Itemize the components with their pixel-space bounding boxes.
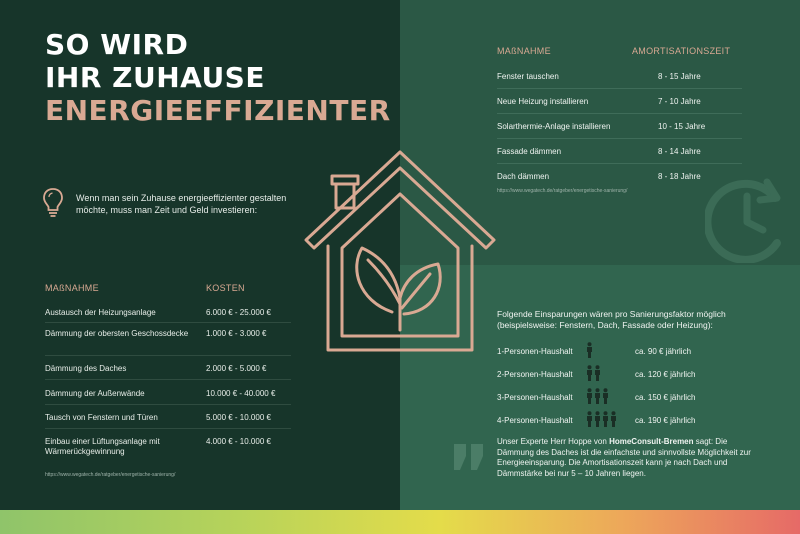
list-item	[497, 364, 757, 387]
cost-value: 4.000 € - 10.000 €	[206, 437, 271, 446]
cost-name: Dämmung der Außenwände	[45, 389, 145, 398]
table-row	[45, 405, 291, 429]
amortization-name: Solarthermie-Anlage installieren	[497, 122, 611, 131]
expert-quote	[497, 437, 759, 479]
person-icons	[586, 365, 602, 381]
household-label: 4-Personen-Haushalt	[497, 416, 573, 425]
costs-header-measure: MAßNAHME	[45, 283, 99, 293]
cost-name: Dämmung des Daches	[45, 364, 127, 373]
amortization-name: Neue Heizung installieren	[497, 97, 589, 106]
cost-name: Tausch von Fenstern und Türen	[45, 413, 158, 422]
person-icon	[611, 411, 616, 427]
person-icon	[587, 411, 592, 427]
list-item	[497, 387, 757, 410]
table-row	[45, 380, 291, 405]
lightbulb-icon	[42, 187, 64, 219]
person-icon	[603, 388, 608, 404]
amortization-name: Fenster tauschen	[497, 72, 559, 81]
house-leaf-icon	[300, 148, 500, 358]
cost-name: Dämmung der obersten Geschossdecke	[45, 329, 189, 338]
table-row	[45, 302, 291, 323]
cost-value: 5.000 € - 10.000 €	[206, 413, 271, 422]
household-label: 1-Personen-Haushalt	[497, 347, 573, 356]
expert-quote-post: sagt: Die Dämmung des Daches ist die einfachste und sinnvollste Möglichkeit zur Energieeinsparung. Die Amortisationszeit kann je nach Dach und Dämmstärke bei nur 5 – 10 Jahren liegen.	[497, 437, 751, 478]
person-icon	[595, 411, 600, 427]
person-icons	[586, 342, 594, 358]
person-icon	[587, 388, 592, 404]
clock-icon	[705, 168, 785, 263]
costs-table	[45, 302, 291, 461]
amortization-time: 8 - 14 Jahre	[658, 147, 701, 156]
amortization-time: 8 - 15 Jahre	[658, 72, 701, 81]
costs-source: https://www.wegatech.de/ratgeber/energetische-sanierung/	[45, 472, 176, 478]
savings-value: ca. 190 € jährlich	[635, 416, 696, 425]
table-row	[45, 429, 291, 461]
page-title	[45, 28, 391, 127]
cost-value: 6.000 € - 25.000 €	[206, 308, 271, 317]
amortization-time: 7 - 10 Jahre	[658, 97, 701, 106]
savings-value: ca. 150 € jährlich	[635, 393, 696, 402]
cost-name: Austausch der Heizungsanlage	[45, 308, 156, 317]
table-row	[497, 139, 742, 164]
household-label: 3-Personen-Haushalt	[497, 393, 573, 402]
table-row	[45, 323, 291, 356]
intro-text: Wenn man sein Zuhause energieeffizienter gestalten möchte, muss man Zeit und Geld investieren:	[76, 193, 287, 215]
person-icon	[595, 365, 600, 381]
amortization-header-time: AMORTISATIONSZEIT	[632, 46, 731, 56]
table-row	[497, 114, 742, 139]
list-item	[497, 341, 757, 364]
amortization-time: 10 - 15 Jahre	[658, 122, 706, 131]
energy-gradient-bar	[0, 510, 800, 534]
cost-value: 10.000 € - 40.000 €	[206, 389, 276, 398]
title-line-1: SO WIRD	[45, 28, 189, 61]
person-icon	[587, 365, 592, 381]
household-label: 2-Personen-Haushalt	[497, 370, 573, 379]
person-icons	[586, 411, 618, 427]
amortization-time: 8 - 18 Jahre	[658, 172, 701, 181]
cost-value: 2.000 € - 5.000 €	[206, 364, 267, 373]
expert-quote-pre: Unser Experte Herr Hoppe von	[497, 437, 610, 446]
savings-intro: Folgende Einsparungen wären pro Sanierungsfaktor möglich (beispielsweise: Fenstern, Dach, Fassade oder Heizung):	[497, 309, 726, 330]
amortization-header-measure: MAßNAHME	[497, 46, 551, 56]
table-row	[497, 64, 742, 89]
amortization-name: Fassade dämmen	[497, 147, 562, 156]
list-item	[497, 410, 757, 433]
expert-company: HomeConsult-Bremen	[609, 437, 694, 446]
cost-name: Einbau einer Lüftungsanlage mit Wärmerückgewinnung	[45, 437, 160, 456]
person-icon	[587, 342, 592, 358]
amortization-source: https://www.wegatech.de/ratgeber/energetische-sanierung/	[497, 188, 628, 194]
title-line-2: IHR ZUHAUSE	[45, 61, 265, 94]
person-icons	[586, 388, 610, 404]
savings-value: ca. 90 € jährlich	[635, 347, 692, 356]
table-row	[45, 356, 291, 380]
title-line-3: ENERGIEEFFIZIENTER	[45, 94, 391, 127]
amortization-name: Dach dämmen	[497, 172, 550, 181]
person-icon	[603, 411, 608, 427]
person-icon	[595, 388, 600, 404]
savings-list	[497, 341, 757, 433]
quote-icon	[452, 440, 486, 474]
savings-value: ca. 120 € jährlich	[635, 370, 696, 379]
cost-value: 1.000 € - 3.000 €	[206, 329, 267, 338]
costs-header-cost: KOSTEN	[206, 283, 245, 293]
table-row	[497, 89, 742, 114]
